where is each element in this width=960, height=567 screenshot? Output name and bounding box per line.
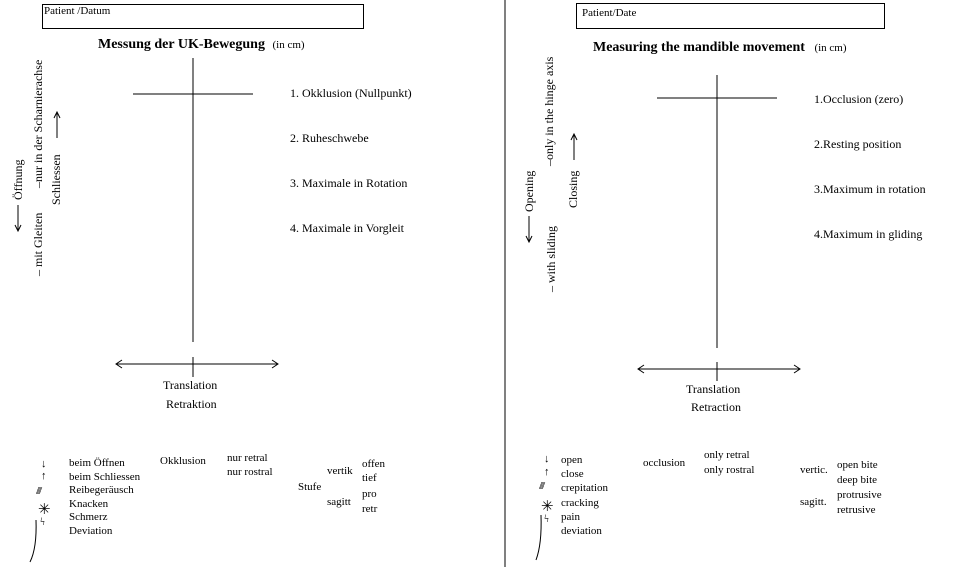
de-occlusion-label: Okklusion (160, 455, 206, 467)
de-step-4: 4. Maximale in Vorgleit (290, 221, 404, 235)
de-label-opening: Öffnung (11, 159, 25, 200)
en-sagitt-label: sagitt. (800, 496, 827, 508)
de-translation-label: Translation (163, 378, 218, 392)
de-step-1: 1. Okklusion (Nullpunkt) (290, 86, 412, 100)
de-stufe-label: Stufe (298, 481, 322, 493)
de-sagitt-label: sagitt (327, 496, 351, 508)
en-label-hinge-axis: –only in the hinge axis (542, 56, 556, 166)
de-vertik-label: vertik (327, 465, 353, 477)
en-label-closing: Closing (566, 170, 580, 208)
de-step-2: 2. Ruheschwebe (290, 131, 369, 145)
up-arrow-icon: ↑ (544, 466, 550, 478)
de-step-3: 3. Maximale in Rotation (290, 176, 408, 190)
en-step-4: 4.Maximum in gliding (814, 227, 923, 241)
de-rostral-label: nur rostral (227, 466, 273, 478)
en-label-with-sliding: – with sliding (544, 225, 558, 292)
en-patient-date-field[interactable] (576, 3, 885, 29)
down-arrow-icon: ↓ (41, 458, 47, 470)
crepitation-hatch-icon: //// (36, 485, 41, 497)
de-retral-label: nur retral (227, 452, 268, 464)
en-retraction-label: Retraction (691, 400, 741, 414)
down-arrow-icon: ↓ (544, 453, 550, 465)
pain-bolt-icon: ϟ (40, 516, 45, 528)
en-legend-bracket (536, 515, 541, 560)
en-protrusive-label: protrusive (837, 489, 882, 501)
de-patient-date-field[interactable] (42, 4, 364, 29)
en-step-2: 2.Resting position (814, 137, 902, 151)
crepitation-hatch-icon: //// (539, 480, 544, 492)
de-legend-list: beim Öffnen beim Schliessen Reibegeräusch Knacken Schmerz Deviation (69, 457, 141, 537)
en-deep-bite-label: deep bite (837, 474, 878, 486)
de-legend-bracket (30, 520, 36, 562)
de-patient-label: Patient /Datum (44, 5, 111, 17)
de-pro-label: pro (362, 488, 377, 500)
pain-bolt-icon: ϟ (544, 513, 549, 525)
en-rostral-label: only rostral (704, 464, 755, 476)
en-legend-list: open close crepitation cracking pain deviation (561, 454, 609, 538)
en-retrusive-label: retrusive (837, 504, 876, 516)
de-retr-label: retr (362, 503, 378, 515)
en-translation-label: Translation (686, 382, 741, 396)
en-open-bite-label: open bite (837, 459, 878, 471)
en-step-3: 3.Maximum in rotation (814, 182, 926, 196)
en-vertic-label: vertic. (800, 464, 828, 476)
de-label-closing: Schliessen (49, 154, 63, 205)
en-retral-label: only retral (704, 449, 750, 461)
de-title: Messung der UK-Bewegung (in cm) (98, 37, 305, 52)
de-label-with-sliding: – mit Gleiten (31, 212, 45, 276)
crack-star-icon: ✳ (38, 502, 51, 518)
en-occlusion-label: occlusion (643, 457, 686, 469)
de-offen-label: offen (362, 458, 386, 470)
de-tief-label: tief (362, 472, 377, 484)
de-label-hinge-axis: –nur in der Scharnierachse (31, 59, 45, 188)
en-step-1: 1.Occlusion (zero) (814, 92, 904, 106)
up-arrow-icon: ↑ (41, 470, 47, 482)
crack-star-icon: ✳ (541, 499, 554, 515)
en-label-opening: Opening (522, 170, 536, 212)
de-retraction-label: Retraktion (166, 397, 217, 411)
en-title: Measuring the mandible movement (in cm) (593, 40, 847, 55)
en-patient-label: Patient/Date (582, 7, 637, 19)
